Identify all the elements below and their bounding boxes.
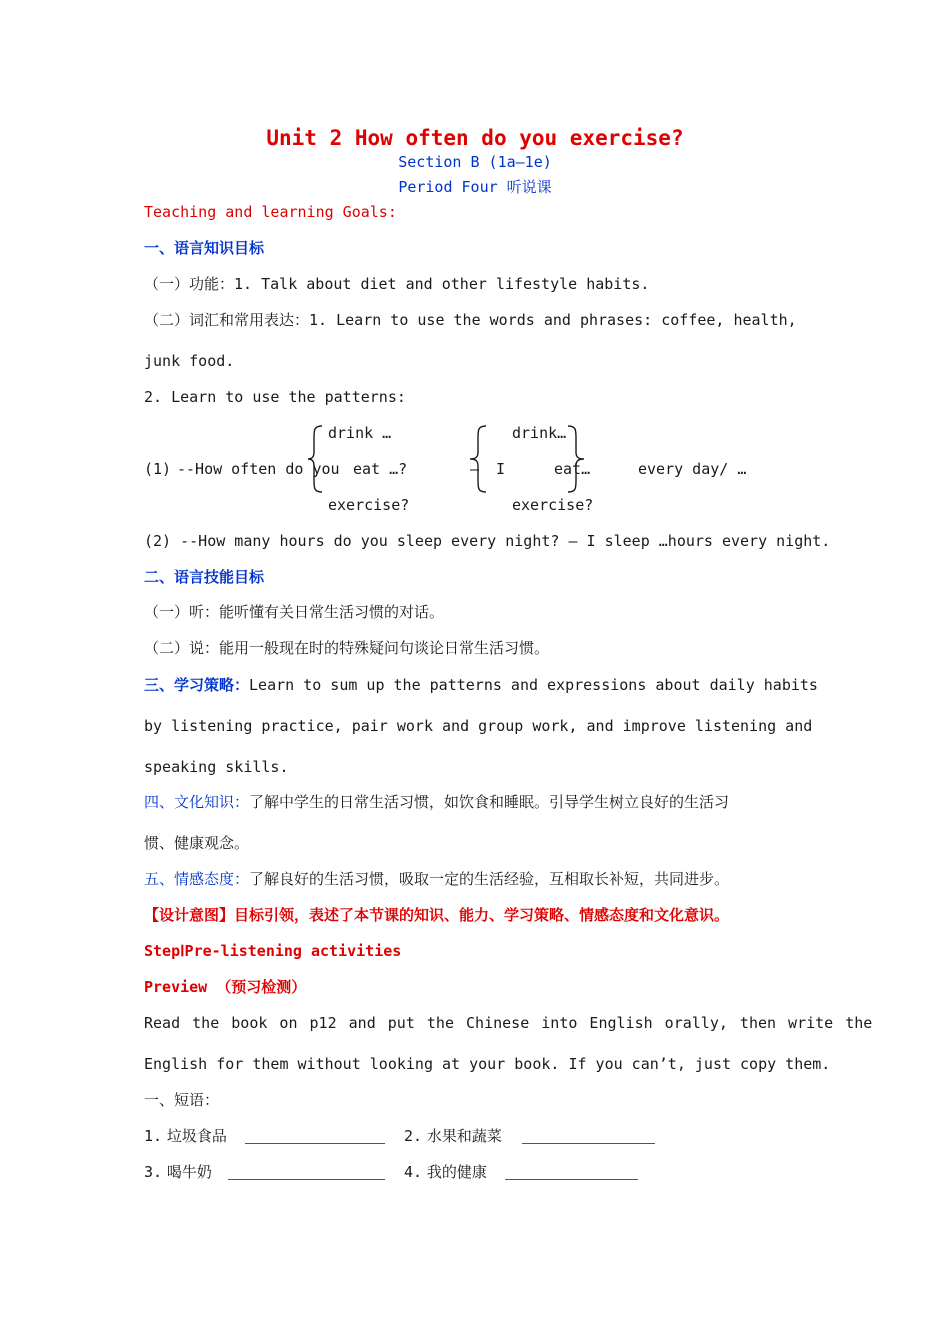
preview-heading: Preview （预习检测） [144, 978, 307, 996]
learning-strategy-line-3: speaking skills. [144, 758, 289, 776]
pattern-1-question: --How often do you [177, 460, 340, 478]
section-heading-language-knowledge: 一、语言知识目标 [144, 239, 265, 257]
answer-subject: I [496, 460, 506, 478]
vocab-label: （二）词汇和常用表达： [144, 311, 310, 329]
goals-label: Teaching and learning Goals: [144, 203, 397, 221]
left-brace-question [306, 424, 328, 494]
phrase-text: 我的健康 [426, 1163, 487, 1181]
function-text: 1. Talk about diet and other lifestyle habits. [234, 275, 650, 293]
step-1-heading: StepⅠPre-listening activities [144, 942, 402, 960]
speaking-goal: （二）说：能用一般现在时的特殊疑问句谈论日常生活习惯。 [144, 639, 550, 657]
learning-strategy-text: Learn to sum up the patterns and expressions about daily habits [249, 676, 818, 694]
answer-tail: every day/ … [638, 460, 747, 478]
function-label: （一）功能： [144, 275, 235, 293]
answer-blank-4[interactable] [505, 1165, 638, 1180]
vocab-text: 1. Learn to use the words and phrases: coffee, health, [309, 311, 797, 329]
culture-line [144, 792, 729, 812]
phrase-item-1 [144, 1126, 227, 1146]
answer-blank-1[interactable] [245, 1129, 385, 1144]
document-title: Unit 2 How often do you exercise? [266, 126, 684, 150]
answer-exercise: exercise? [512, 496, 594, 514]
patterns-intro: 2. Learn to use the patterns: [144, 388, 406, 406]
pattern-1-number: (1) [144, 460, 172, 478]
option-exercise: exercise? [328, 496, 410, 514]
instructions-line-1: Read the book on p12 and put the Chinese into English orally, then write the [144, 1014, 873, 1032]
vocab-line [144, 310, 797, 330]
section-subtitle: Section B (1a—1e) [398, 153, 552, 171]
phrase-item-3 [144, 1162, 212, 1182]
attitude-text: 了解良好的生活习惯，吸取一定的生活经验，互相取长补短，共同进步。 [249, 870, 730, 888]
phrase-number: 1. [144, 1127, 163, 1145]
answer-eat: eat… [554, 460, 591, 478]
phrase-text: 喝牛奶 [166, 1163, 212, 1181]
vocab-line-2: junk food. [144, 352, 235, 370]
learning-strategy-line [144, 675, 818, 695]
section-heading-language-skills: 二、语言技能目标 [144, 568, 265, 586]
option-drink: drink … [328, 424, 392, 442]
answer-blank-2[interactable] [522, 1129, 655, 1144]
phrase-number: 3. [144, 1163, 163, 1181]
section-heading-learning-strategy: 三、学习策略： [144, 676, 250, 694]
section-heading-culture: 四、文化知识： [144, 793, 250, 811]
phrase-text: 水果和蔬菜 [426, 1127, 502, 1145]
learning-strategy-line-2: by listening practice, pair work and group work, and improve listening and [144, 717, 813, 735]
answer-dash: — [470, 460, 480, 478]
section-heading-attitude: 五、情感态度： [144, 870, 250, 888]
pattern-2: (2) --How many hours do you sleep every night? – I sleep …hours every night. [144, 532, 831, 550]
instructions-line-2: English for them without looking at your book. If you can’t, just copy them. [144, 1055, 831, 1073]
period-subtitle: Period Four 听说课 [398, 178, 552, 196]
culture-text: 了解中学生的日常生活习惯，如饮食和睡眠。引导学生树立良好的生活习 [249, 793, 730, 811]
answer-blank-3[interactable] [228, 1165, 385, 1180]
answer-drink: drink… [512, 424, 567, 442]
phrase-item-2 [404, 1126, 502, 1146]
option-eat: eat …? [353, 460, 408, 478]
function-line [144, 274, 649, 294]
phrase-number: 4. [404, 1163, 423, 1181]
culture-line-2: 惯、健康观念。 [144, 834, 250, 852]
phrases-heading: 一、短语： [144, 1091, 220, 1109]
phrase-number: 2. [404, 1127, 423, 1145]
right-brace-answer [564, 424, 586, 494]
listening-goal: （一）听：能听懂有关日常生活习惯的对话。 [144, 603, 445, 621]
design-intent [144, 905, 729, 925]
phrase-item-4 [404, 1162, 487, 1182]
design-intent-text: 【设计意图】目标引领，表述了本节课的知识、能力、学习策略、情感态度和文化意识。 [144, 906, 730, 924]
attitude-line [144, 869, 729, 889]
phrase-text: 垃圾食品 [166, 1127, 227, 1145]
